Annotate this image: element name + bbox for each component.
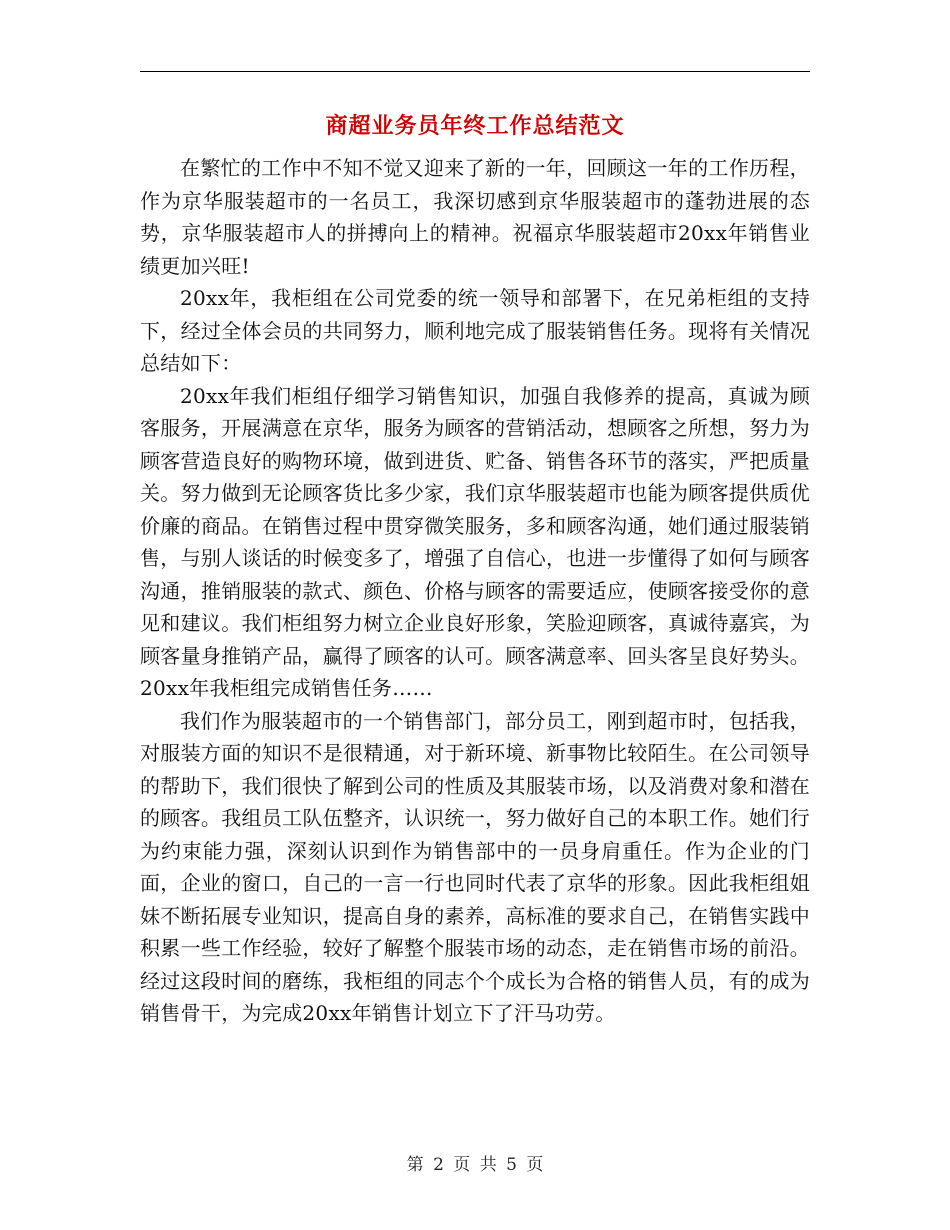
document-title: 商超业务员年终工作总结范文 bbox=[325, 113, 625, 139]
paragraph-team-growth: 我们作为服装超市的一个销售部门，部分员工，刚到超市时，包括我，对服装方面的知识不是很精通，对于新环境、新事物比较陌生。在公司领导的帮助下，我们很快了解到公司的性质及其服装市场，以及消费对象和潜在的顾客。我组员工队伍整齐，认识统一，努力做好自己的本职工作。她们行为约束能力强，深刻认识到作为销售部中的一员身肩重任。作为企业的门面，企业的窗口，自己的一言一行也同时代表了京华的形象。因此我柜组姐妹不断拓展专业知识，提高自身的素养，高标准的要求自己，在销售实践中积累一些工作经验，较好了解整个服装市场的动态，走在销售市场的前沿。经过这段时间的磨练，我柜组的同志个个成长为合格的销售人员，有的成为销售骨干，为完成20xx年销售计划立下了汗马功劳。 bbox=[140, 708, 810, 1025]
document-body bbox=[140, 152, 810, 1030]
page-number: 第 2 页 共 5 页 bbox=[406, 1155, 544, 1175]
paragraph-intro: 在繁忙的工作中不知不觉又迎来了新的一年，回顾这一年的工作历程，作为京华服装超市的一名员工，我深切感到京华服装超市的蓬勃进展的态势，京华服装超市人的拼搏向上的精神。祝福京华服装超市20xx年销售业绩更加兴旺! bbox=[140, 156, 810, 278]
paragraph-sales-work: 20xx年我们柜组仔细学习销售知识，加强自我修养的提高，真诚为顾客服务，开展满意在京华，服务为顾客的营销活动，想顾客之所想，努力为顾客营造良好的购物环境，做到进货、贮备、销售各环节的落实，严把质量关。努力做到无论顾客货比多少家，我们京华服装超市也能为顾客提供质优价廉的商品。在销售过程中贯穿微笑服务，多和顾客沟通，她们通过服装销售，与别人谈话的时候变多了，增强了自信心，也进一步懂得了如何与顾客沟通，推销服装的款式、颜色、价格与顾客的需要适应，使顾客接受你的意见和建议。我们柜组努力树立企业良好形象，笑脸迎顾客，真诚待嘉宾，为顾客量身推销产品，赢得了顾客的认可。顾客满意率、回头客呈良好势头。20xx年我柜组完成销售任务…… bbox=[140, 383, 810, 700]
paragraph-overview: 20xx年，我柜组在公司党委的统一领导和部署下，在兄弟柜组的支持下，经过全体会员的共同努力，顺利地完成了服装销售任务。现将有关情况总结如下： bbox=[140, 286, 810, 375]
header-rule bbox=[140, 71, 810, 72]
